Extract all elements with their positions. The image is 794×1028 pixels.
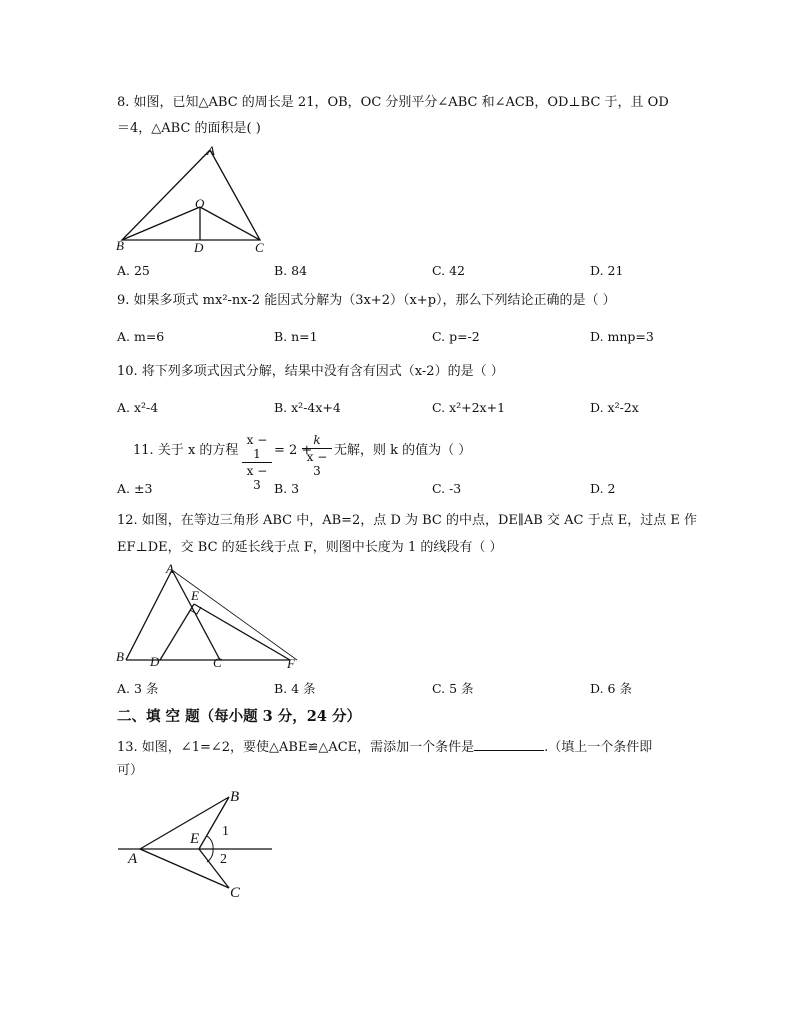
q12-label-c: C xyxy=(213,655,222,670)
q11-mid: = 2 + xyxy=(274,443,313,458)
q13-label-2: 2 xyxy=(220,852,227,867)
q9-option-b: B. n=1 xyxy=(274,329,318,344)
q8-label-c: C xyxy=(255,240,264,255)
q12-option-b: B. 4 条 xyxy=(274,681,316,696)
q12-option-c: C. 5 条 xyxy=(432,681,474,696)
q8-label-a: A xyxy=(207,143,215,158)
q9-option-a: A. m=6 xyxy=(117,329,165,344)
q12-label-d: D xyxy=(150,654,160,669)
q10-option-d: D. x²-2x xyxy=(590,400,639,415)
q13-label-1: 1 xyxy=(222,824,229,839)
q8-option-c: C. 42 xyxy=(432,263,465,278)
q11-fraction-1 xyxy=(242,433,272,492)
q11-frac1-numerator: x − 1 xyxy=(242,433,272,463)
q10-option-a: A. x²-4 xyxy=(117,400,159,415)
q13-line2: 可） xyxy=(117,763,144,778)
q11-option-a: A. ±3 xyxy=(117,481,153,496)
q11-option-d: D. 2 xyxy=(590,481,616,496)
q8-option-b: B. 84 xyxy=(274,263,308,278)
q12-line2: EF⊥DE，交 BC 的延长线于点 F，则图中长度为 1 的线段有（ ） xyxy=(117,540,503,555)
q8-triangle-figure xyxy=(110,140,280,255)
q13-figure xyxy=(112,785,282,905)
q11-frac1-denominator: x − 3 xyxy=(246,464,268,492)
q11-suffix: 无解，则 k 的值为（ ） xyxy=(334,443,472,458)
q13-label-c: C xyxy=(230,885,241,901)
q11-option-c: C. -3 xyxy=(432,481,462,496)
q12-option-d: D. 6 条 xyxy=(590,681,632,696)
q11-frac2-denominator: x − 3 xyxy=(306,450,328,478)
q12-label-e: E xyxy=(191,588,199,603)
q10-option-c: C. x²+2x+1 xyxy=(432,400,506,415)
q13-line1-text: 13. 如图，∠1=∠2，要使△ABE≌△ACE，需添加一个条件是 xyxy=(117,740,475,755)
q8-line2: ＝4，△ABC 的面积是( ) xyxy=(117,121,261,136)
q13-label-a: A xyxy=(128,851,138,867)
q12-figure xyxy=(112,560,302,670)
q8-line1: 8. 如图，已知△ABC 的周长是 21，OB，OC 分别平分∠ABC 和∠ACB，OD⊥BC 于，且 OD xyxy=(117,95,669,110)
q13-line1-tail: .（填上一个条件即 xyxy=(544,740,653,755)
q10-option-b: B. x²-4x+4 xyxy=(274,400,341,415)
q9-text: 9. 如果多项式 mx²-nx-2 能因式分解为（3x+2）（x+p），那么下列结论正确的是（ ） xyxy=(117,293,616,308)
q12-label-b: B xyxy=(116,649,124,664)
q12-line1: 12. 如图，在等边三角形 ABC 中，AB=2，点 D 为 BC 的中点，DE∥AB 交 AC 于点 E，过点 E 作 xyxy=(117,513,697,528)
q11-option-b: B. 3 xyxy=(274,481,300,496)
q8-label-d: D xyxy=(194,240,204,255)
q12-label-a: A xyxy=(166,561,174,576)
q8-option-d: D. 21 xyxy=(590,263,624,278)
q13-line1 xyxy=(117,738,652,754)
q12-option-a: A. 3 条 xyxy=(117,681,159,696)
section-2-heading: 二、填 空 题（每小题 3 分，24 分） xyxy=(117,708,362,725)
q11-prefix: 11. 关于 x 的方程 xyxy=(133,443,239,458)
q8-option-a: A. 25 xyxy=(117,263,150,278)
q10-text: 10. 将下列多项式因式分解，结果中没有含有因式（x-2）的是（ ） xyxy=(117,364,504,379)
q13-label-b: B xyxy=(230,789,240,805)
q11-fraction-2 xyxy=(302,433,332,478)
q13-answer-blank[interactable] xyxy=(474,738,544,751)
q8-label-o: O xyxy=(195,196,205,211)
q11-frac2-numerator: k xyxy=(302,433,332,449)
q9-option-c: C. p=-2 xyxy=(432,329,480,344)
q13-label-e: E xyxy=(190,831,200,847)
q9-option-d: D. mnp=3 xyxy=(590,329,654,344)
q12-label-f: F xyxy=(287,656,295,671)
q8-label-b: B xyxy=(116,238,124,253)
